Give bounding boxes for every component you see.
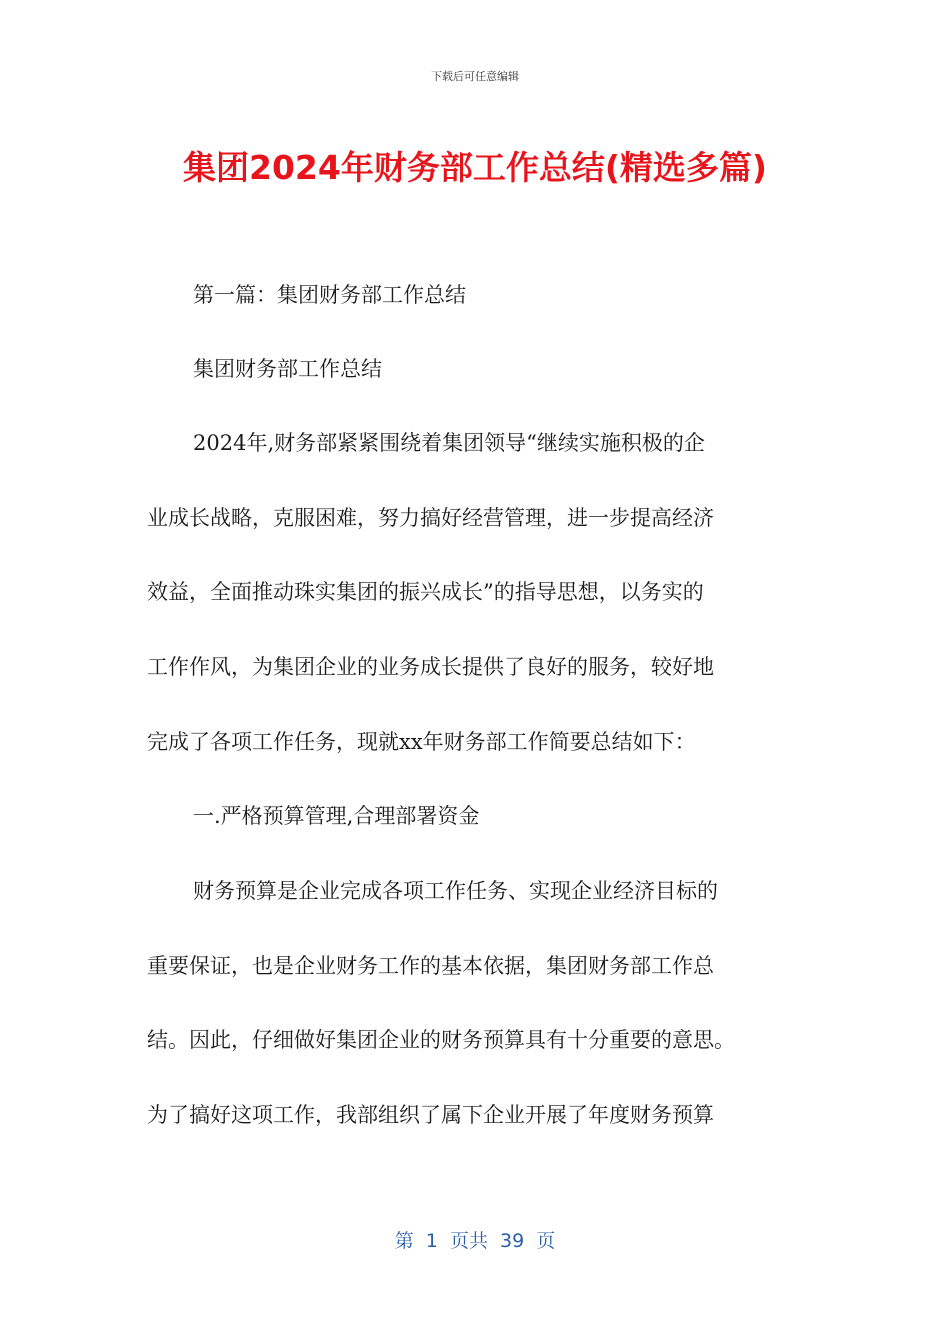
section-heading: 第一篇：集团财务部工作总结 bbox=[193, 283, 466, 307]
paragraph-line: 重要保证，也是企业财务工作的基本依据，集团财务部工作总 bbox=[147, 954, 714, 978]
paragraph-line: 结。因此，仔细做好集团企业的财务预算具有十分重要的意思。 bbox=[147, 1028, 735, 1052]
paragraph-line: 业成长战略，克服困难，努力搞好经营管理，进一步提高经济 bbox=[147, 506, 714, 530]
subheading: 集团财务部工作总结 bbox=[193, 357, 382, 381]
paragraph-line: 为了搞好这项工作，我部组织了属下企业开展了年度财务预算 bbox=[147, 1103, 714, 1127]
paragraph-line: 完成了各项工作任务，现就xx年财务部工作简要总结如下： bbox=[147, 730, 696, 754]
page-number-footer: 第 1 页共 39 页 bbox=[394, 1230, 556, 1252]
header-note: 下载后可任意编辑 bbox=[431, 70, 519, 83]
paragraph-line: 2024年,财务部紧紧围绕着集团领导“继续实施积极的企 bbox=[193, 431, 705, 455]
paragraph-line: 财务预算是企业完成各项工作任务、实现企业经济目标的 bbox=[193, 879, 718, 903]
section-heading: 一.严格预算管理,合理部署资金 bbox=[193, 804, 480, 828]
paragraph-line: 工作作风，为集团企业的业务成长提供了良好的服务，较好地 bbox=[147, 655, 714, 679]
document-title: 集团2024年财务部工作总结(精选多篇) bbox=[182, 148, 767, 187]
paragraph-line: 效益，全面推动珠实集团的振兴成长”的指导思想，以务实的 bbox=[147, 580, 704, 604]
